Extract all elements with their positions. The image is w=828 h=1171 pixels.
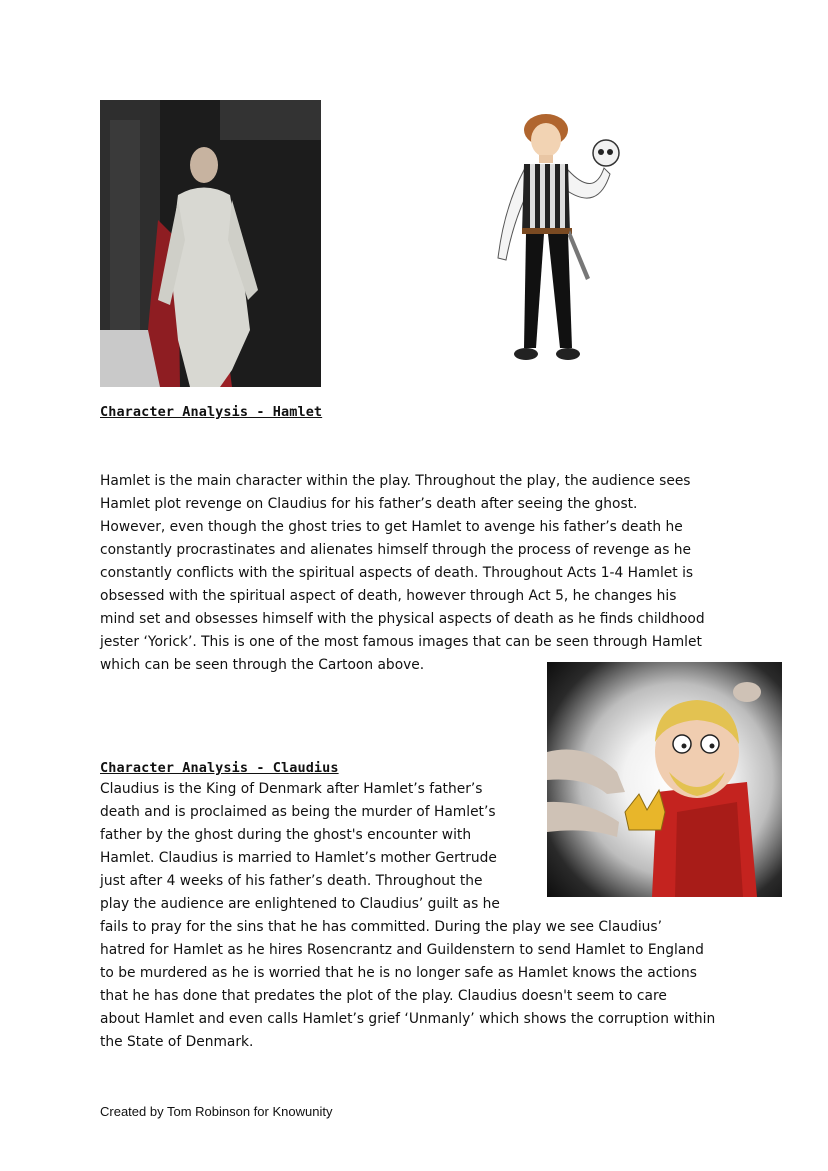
hamlet-heading: Character Analysis - Hamlet [100,404,323,420]
paragraph-line: constantly procrastinates and alienates himself through the process of revenge as he [100,542,691,558]
claudius-heading: Character Analysis - Claudius [100,760,339,776]
hamlet-paragraph [100,470,705,677]
paragraph-line: However, even though the ghost tries to get Hamlet to avenge his father’s death he [100,519,683,535]
paragraph-line: which can be seen through the Cartoon above. [100,657,425,673]
paragraph-line: about Hamlet and even calls Hamlet’s grief ‘Unmanly’ which shows the corruption within [100,1011,716,1027]
paragraph-line: mind set and obsesses himself with the physical aspects of death as he finds childhood [100,611,705,627]
paragraph-line: Hamlet plot revenge on Claudius for his father’s death after seeing the ghost. [100,496,638,512]
claudius-paragraph-narrow [100,778,500,916]
paragraph-line: Hamlet is the main character within the play. Throughout the play, the audience sees [100,473,691,489]
paragraph-line: Claudius is the King of Denmark after Hamlet’s father’s [100,781,483,797]
paragraph-line: hatred for Hamlet as he hires Rosencrantz and Guildenstern to send Hamlet to England [100,942,704,958]
paragraph-line: death and is proclaimed as being the murder of Hamlet’s [100,804,496,820]
paragraph-line: just after 4 weeks of his father’s death. Throughout the [100,873,483,889]
paragraph-line: obsessed with the spiritual aspect of death, however through Act 5, he changes his [100,588,677,604]
paragraph-line: jester ‘Yorick’. This is one of the most famous images that can be seen through Hamlet [100,634,702,650]
paragraph-line: Hamlet. Claudius is married to Hamlet’s mother Gertrude [100,850,497,866]
paragraph-line: fails to pray for the sins that he has committed. During the play we see Claudius’ [100,919,662,935]
paragraph-line: constantly conflicts with the spiritual aspects of death. Throughout Acts 1-4 Hamlet is [100,565,694,581]
hamlet-stage-photo [100,100,321,387]
claudius-cartoon-image [547,662,782,897]
paragraph-line: that he has done that predates the plot of the play. Claudius doesn't seem to care [100,988,667,1004]
footer-credit: Created by Tom Robinson for Knowunity [100,1104,333,1119]
claudius-paragraph-wide [100,916,715,1054]
paragraph-line: the State of Denmark. [100,1034,254,1050]
paragraph-line: father by the ghost during the ghost's encounter with [100,827,472,843]
paragraph-line: play the audience are enlightened to Claudius’ guilt as he [100,896,500,912]
paragraph-line: to be murdered as he is worried that he is no longer safe as Hamlet knows the actions [100,965,697,981]
hamlet-cartoon-image [486,108,626,370]
